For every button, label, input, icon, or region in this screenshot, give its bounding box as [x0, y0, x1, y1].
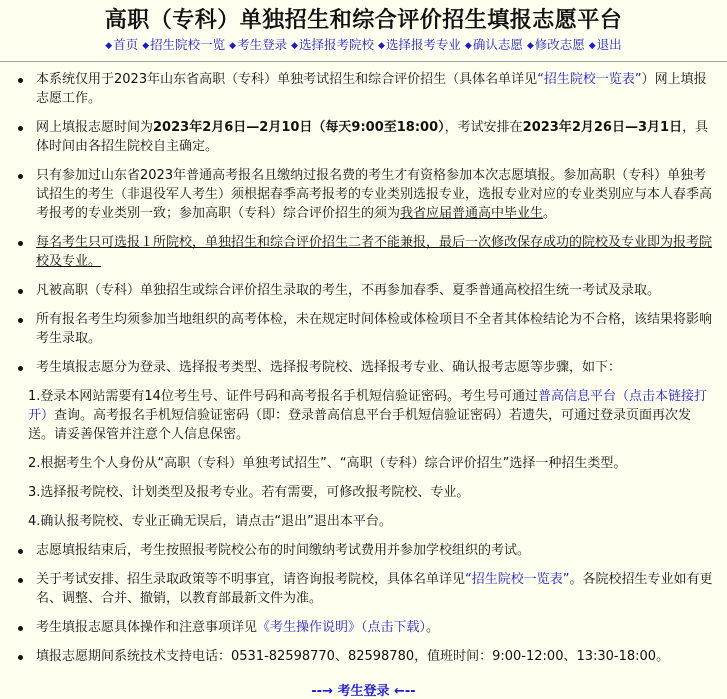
- notice-admission: [16, 281, 713, 300]
- notice-text: ，考试安排在: [444, 120, 523, 135]
- notice-text: 考生填报志愿具体操作和注意事项详见: [36, 620, 258, 635]
- notice-health-check: [16, 310, 713, 348]
- step-1: [16, 387, 713, 444]
- page-title: 高职（专科）单独招生和综合评价招生填报志愿平台: [104, 8, 623, 33]
- notice-text: 关于考试安排、招生录取政策等不明事宜，请咨询报考院校，具体名单详见: [36, 572, 466, 587]
- notice-text: 考生填报志愿分为登录、选择报考类型、选择报考院校、选择报考专业、确认报考志愿等步骤，如下：: [36, 360, 622, 375]
- diamond-icon: ◆: [142, 41, 150, 51]
- notice-inquiry: [16, 570, 713, 608]
- diamond-icon: ◆: [105, 41, 113, 51]
- exam-period: 2023年2月26日—3月1日: [522, 120, 683, 135]
- notice-text: 网上填报志愿时间为: [36, 120, 154, 135]
- notice-scope: [16, 70, 713, 108]
- nav-label: 退出: [596, 37, 622, 52]
- nav-label: 考生登录: [237, 37, 288, 52]
- notice-text: 每名考生只可选报１所院校，单独招生和综合评价招生二者不能兼报，最后一次修改保存成功的院校及专业即为报考院校及专业。: [36, 235, 713, 269]
- top-nav: [0, 36, 727, 55]
- nav-label: 确认志愿: [472, 37, 523, 52]
- nav-student-login[interactable]: [229, 37, 287, 52]
- info-platform-link[interactable]: 普高信息平台（点击本链接打开）: [28, 389, 707, 423]
- diamond-icon: ◆: [291, 41, 298, 51]
- notice-text: 志愿填报结束后，考生按照报考院校公布的时间缴纳考试费用并参加学校组织的考试。: [36, 543, 531, 558]
- notice-text: ）网上填报志愿工作。: [36, 72, 707, 106]
- diamond-icon: ◆: [526, 41, 534, 51]
- step-text: 4.确认报考院校、专业正确无误后，请点击“退出”退出本平台。: [28, 514, 392, 529]
- step-text: 1.登录本网站需要有14位考生号、证件号码和高考报名手机短信验证密码。考生号可通过: [28, 389, 538, 404]
- diamond-icon: ◆: [464, 41, 472, 51]
- school-list-link[interactable]: “招生院校一览表”: [537, 72, 642, 87]
- notice-text: 所有报名考生均须参加当地组织的高考体检，未在规定时间体检或体检项目不全者其体检结论为不合格，该结果将影响考生录取。: [36, 312, 713, 346]
- nav-select-major[interactable]: [378, 37, 461, 52]
- nav-logout[interactable]: [589, 37, 622, 52]
- nav-label: 选择报考专业: [385, 37, 461, 52]
- step-text: 3.选择报考院校、计划类型及报考专业。若有需要，可修改报考院校、专业。: [28, 485, 470, 500]
- step-2: [16, 454, 713, 473]
- notice-text: 只有参加过山东省2023年普通高考报名且缴纳过报名费的考生才有资格参加本次志愿填报。参加高职（专科）单独考试招生的考生（非退役军人考生）须根据春季高考报考的专业类别选报专业，选报专业对应的专业类别应与本人春季高考报考的专业类别一致；参加高职（专科）综合评价招生的须为: [36, 168, 713, 221]
- school-list-link[interactable]: “招生院校一览表”: [465, 572, 570, 587]
- nav-select-school[interactable]: [291, 37, 374, 52]
- notice-guide: [16, 618, 713, 637]
- page-header: [0, 0, 727, 55]
- login-link[interactable]: --→ 考生登录 ←--: [311, 684, 416, 699]
- step-4: [16, 512, 713, 531]
- notice-exam-fee: [16, 541, 713, 560]
- nav-home[interactable]: [105, 37, 138, 52]
- notice-text: 。: [543, 206, 557, 221]
- notice-text: 本系统仅用于2023年山东省高职（专科）单独考试招生和综合评价招生（具体名单详见: [36, 72, 538, 87]
- nav-label: 首页: [113, 37, 139, 52]
- guide-download-link[interactable]: 《考生操作说明》（点击下载）: [257, 620, 427, 635]
- step-text: 查询。高考报名手机短信验证密码（即：登录普高信息平台手机短信验证密码）若遗失，可通过登录页面再次发送。请妥善保管并注意个人信息保密。: [28, 408, 692, 442]
- nav-label: 选择报考院校: [298, 37, 374, 52]
- fill-period: 2023年2月6日—2月10日（每天9:00至18:00）: [153, 120, 445, 135]
- notice-list: [0, 62, 727, 666]
- nav-label: 招生院校一览: [150, 37, 226, 52]
- notice-text: 凡被高职（专科）单独招生或综合评价招生录取的考生，不再参加春季、夏季普通高校招生统一考试及录取。: [36, 283, 661, 298]
- notice-text: ，具体时间由各招生院校自主确定。: [36, 120, 709, 154]
- notice-support: [16, 647, 713, 666]
- diamond-icon: ◆: [588, 41, 596, 51]
- nav-school-list[interactable]: [142, 37, 225, 52]
- nav-confirm[interactable]: [465, 37, 523, 52]
- notice-text: 填报志愿期间系统技术支持电话：0531-82598770、82598780，值班时间：9:00-12:00、13:30-18:00。: [36, 649, 670, 664]
- nav-label: 修改志愿: [534, 37, 585, 52]
- notice-one-school: [16, 233, 713, 271]
- step-3: [16, 483, 713, 502]
- notice-text: 。各院校招生专业如有更名、调整、合并、撤销，以教育部最新文件为准。: [36, 572, 713, 606]
- notice-text: 。: [426, 620, 440, 635]
- notice-schedule: [16, 118, 713, 156]
- notice-eligibility: [16, 166, 713, 223]
- step-text: 2.根据考生个人身份从“高职（专科）单独考试招生”、“高职（专科）综合评价招生”选择一种招生类型。: [28, 456, 627, 471]
- eligibility-underline: 我省应届普通高中毕业生: [400, 206, 544, 221]
- diamond-icon: ◆: [229, 41, 237, 51]
- diamond-icon: ◆: [377, 41, 385, 51]
- nav-modify[interactable]: [527, 37, 585, 52]
- notice-steps: [16, 358, 713, 377]
